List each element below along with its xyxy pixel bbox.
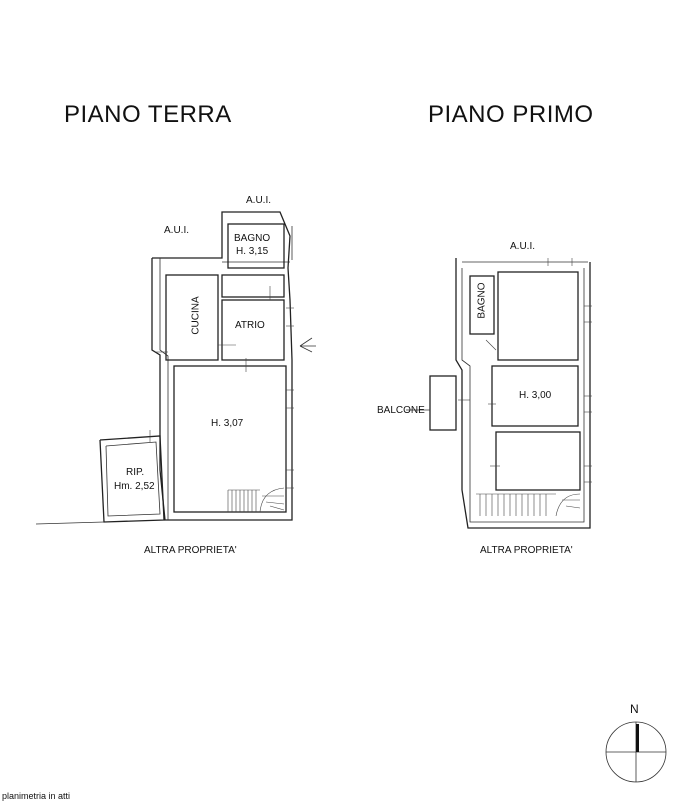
balcone-label: BALCONE (377, 405, 425, 416)
first-floor-altra-proprieta: ALTRA PROPRIETA' (480, 545, 573, 556)
bagno-label: BAGNO (234, 233, 271, 244)
ground-floor-title: PIANO TERRA (64, 101, 232, 128)
aui-left-label: A.U.I. (164, 225, 190, 236)
north-compass (606, 722, 666, 782)
aui-top-label: A.U.I. (246, 195, 272, 206)
first-floor-plan (406, 258, 592, 528)
cucina-label: CUCINA (190, 296, 202, 335)
rip-height-label: Hm. 2,52 (114, 481, 155, 492)
first-floor-bagno-label: BAGNO (476, 282, 488, 319)
footer-note: planimetria in atti (2, 791, 71, 801)
main-room-height-label: H. 3,07 (211, 418, 244, 429)
first-floor-aui-label: A.U.I. (510, 241, 536, 252)
bagno-height-label: H. 3,15 (236, 246, 269, 257)
ground-floor-plan (36, 212, 316, 524)
atrio-label: ATRIO (235, 320, 265, 331)
first-floor-title: PIANO PRIMO (428, 101, 594, 128)
north-label: N (630, 702, 639, 716)
rip-label: RIP. (126, 467, 145, 478)
first-floor-height-label: H. 3,00 (519, 390, 552, 401)
ground-floor-altra-proprieta: ALTRA PROPRIETA' (144, 545, 237, 556)
